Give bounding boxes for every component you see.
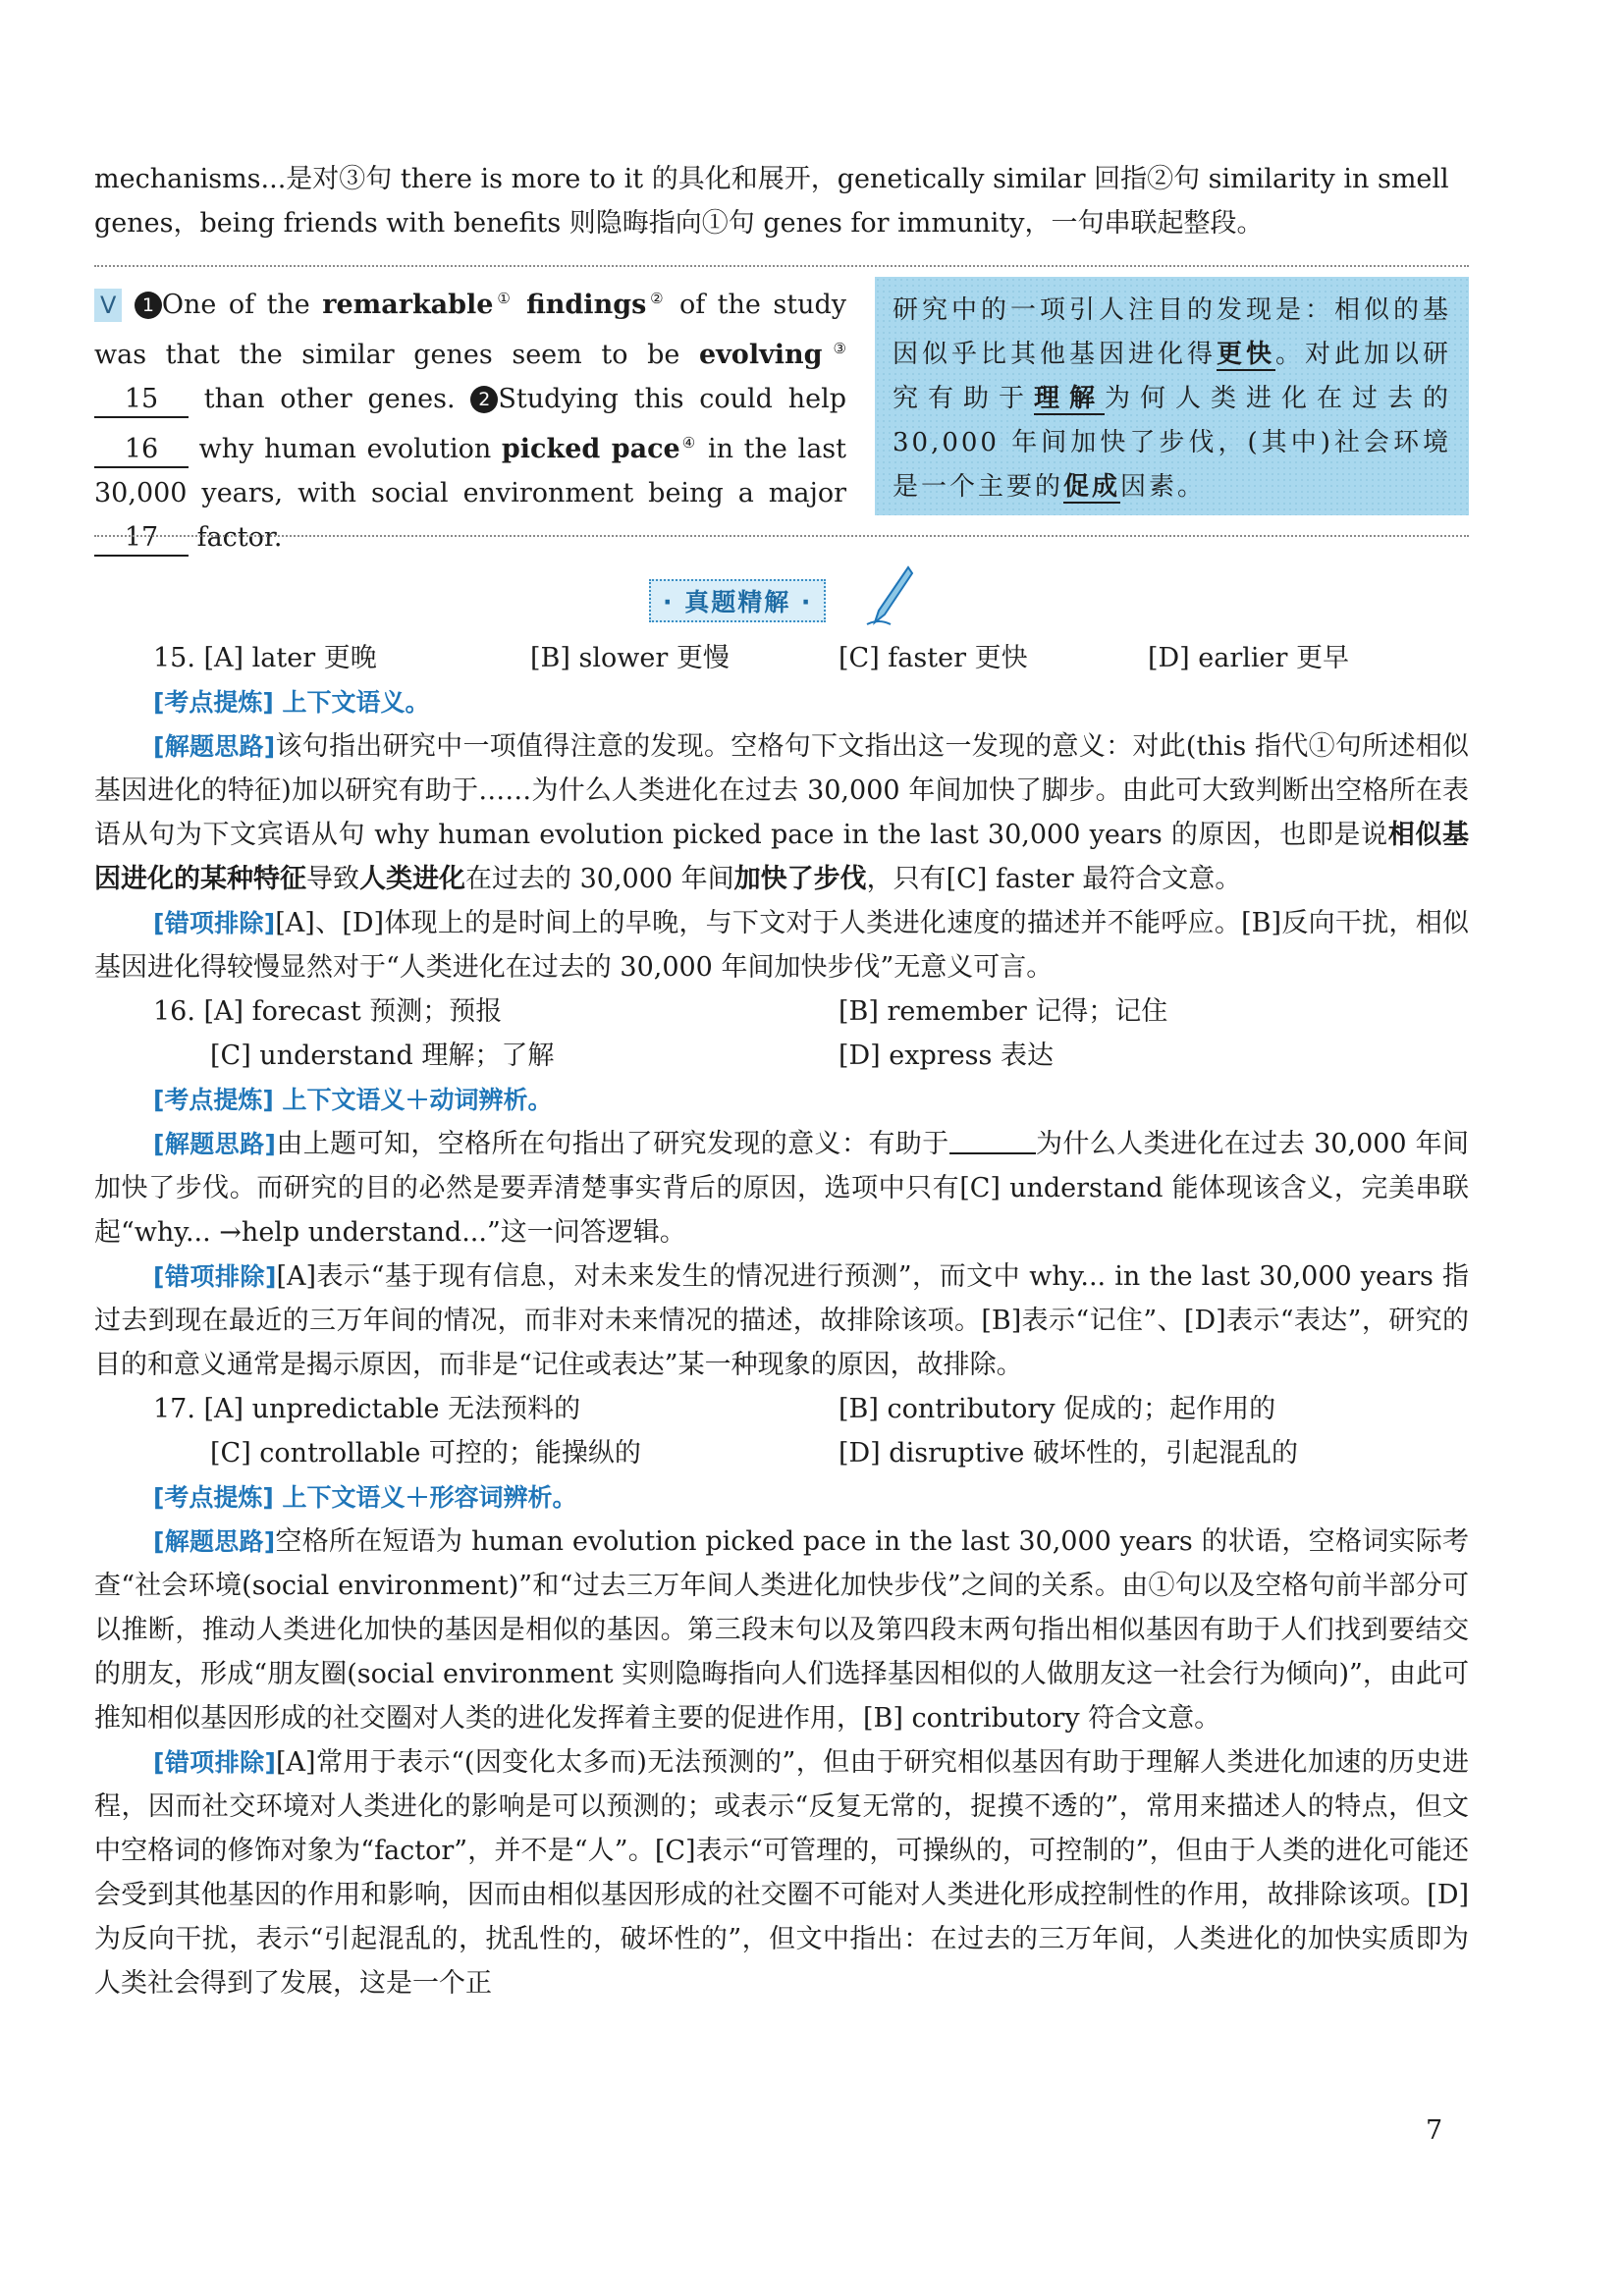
divider-top: [94, 265, 1469, 267]
section-banner: [649, 579, 826, 622]
q16-wrong-options: [错项排除][A]表示“基于现有信息，对未来发生的情况进行预测”，而文中 why... in the last 30,000 years 指过去到现在最近的三万年间的情况，而非对未来情况的描述，故排除该项。[B]表示“记住”、[D]表示“表达”，研究的目的和意义通常是揭示原因，而非是“记住或表达”某一种现象的原因，故排除。: [94, 1261, 1469, 1380]
q16-solution: [解题思路]由上题可知，空格所在句指出了研究发现的意义：有助于 为什么人类进化在过去 30,000 年间加快了步伐。而研究的目的必然是要弄清楚事实背后的原因，选项中只有[C] understand 能体现该含义，完美串联起“why... →help understand...”这一问答逻辑。: [94, 1122, 1469, 1255]
q15-options: [94, 636, 1469, 680]
explanations: [94, 636, 1469, 2005]
q17-option-b: [B] contributory 促成的；起作用的: [839, 1394, 1276, 1424]
q17-options-row-1: [94, 1387, 1469, 1431]
translation-box: 研究中的一项引人注目的发现是：相似的基因似乎比其他基因进化得更快。对此加以研究有助于理解为何人类进化在过去的 30,000 年间加快了步伐，(其中)社会环境是一个主要的促成因素。: [875, 277, 1469, 515]
banner-title: · 真题精解 ·: [649, 579, 826, 622]
q15-option-d: [D] earlier 更早: [1148, 643, 1350, 673]
q15-option-c: [C] faster 更快: [839, 643, 1028, 673]
q16-key-point: [考点提炼] 上下文语义＋动词辨析。: [153, 1086, 553, 1114]
q16-options-row-2: [94, 1034, 1469, 1078]
q16-inline-blank: [949, 1125, 1036, 1154]
highlight-contributory: 促成: [1063, 472, 1121, 502]
highlight-faster: 更快: [1216, 340, 1275, 369]
divider-bottom: [94, 535, 1469, 537]
q16-option-d: [D] express 表达: [839, 1041, 1054, 1071]
intro-line-2: genes，being friends with benefits 则隐晦指向①句 genes for immunity，一句串联起整段。: [94, 208, 1264, 239]
section-v-passage: [94, 277, 846, 560]
highlight-understand: 理解: [1034, 384, 1105, 413]
intro-paragraph: [94, 157, 1469, 245]
q15-key-point: [考点提炼] 上下文语义。: [153, 688, 430, 717]
pen-icon: [865, 565, 914, 628]
blank-17: 17: [94, 521, 189, 557]
sentence-1-marker: 1: [135, 292, 162, 319]
section-label: V: [94, 289, 122, 322]
q17-option-d: [D] disruptive 破坏性的，引起混乱的: [839, 1438, 1298, 1468]
q17-option-c: [C] controllable 可控的；能操纵的: [210, 1438, 641, 1468]
q17-key-point: [考点提炼] 上下文语义＋形容词辨析。: [153, 1483, 577, 1512]
q16-option-c: [C] understand 理解；了解: [210, 1041, 555, 1071]
q17-option-a: 17. [A] unpredictable 无法预料的: [153, 1394, 581, 1424]
q15-solution: [解题思路]该句指出研究中一项值得注意的发现。空格句下文指出这一发现的意义：对此(this 指代①句所述相似基因进化的特征)加以研究有助于……为什么人类进化在过去 30,000 年间加快了脚步。由此可大致判断出空格所在表语从句为下文宾语从句 why human evolution picked pace in the last 30,000 years 的原因，也即是说相似基因进化的某种特征导致人类进化在过去的 30,000 年间加快了步伐，只有[C] faster 最符合文意。: [94, 731, 1470, 894]
q17-solution: [解题思路]空格所在短语为 human evolution picked pace in the last 30,000 years 的状语，空格词实际考查“社会环境(social environment)”和“过去三万年间人类进化加快步伐”之间的关系。由①句以及空格句前半部分可以推断，推动人类进化加快的基因是相似的基因。第三段末句以及第四段末两句指出相似基因有助于人们找到要结交的朋友，形成“朋友圈(social environment 实则隐晦指向人们选择基因相似的人做朋友这一社会行为倾向)”，由此可推知相似基因形成的社交圈对人类的进化发挥着主要的促进作用，[B] contributory 符合文意。: [94, 1526, 1469, 1734]
intro-line-1: mechanisms...是对③句 there is more to it 的具化和展开，genetically similar 回指②句 similarity in smell: [94, 164, 1449, 194]
q16-option-a: 16. [A] forecast 预测；预报: [153, 996, 503, 1027]
page-number: 7: [1426, 2115, 1443, 2146]
q17-wrong-options: [错项排除][A]常用于表示“(因变化太多而)无法预测的”，但由于研究相似基因有助于理解人类进化加速的历史进程，因而社交环境对人类进化的影响是可以预测的；或表示“反复无常的，捉摸不透的”，常用来描述人的特点，但文中空格词的修饰对象为“factor”，并不是“人”。[C]表示“可管理的，可操纵的，可控制的”，但由于人类的进化可能还会受到其他基因的作用和影响，因而由相似基因形成的社交圈不可能对人类进化形成控制性的作用，故排除该项。[D]为反向干扰，表示“引起混乱的，扰乱性的，破坏性的”，但文中指出：在过去的三万年间，人类进化的加快实质即为人类社会得到了发展，这是一个正: [94, 1747, 1469, 1999]
q15-option-a: 15. [A] later 更晚: [153, 643, 377, 673]
passage-text: V 1 One of the remarkable① findings② of the study was that the similar genes seem to be evolving③ 15 than other genes. 2 Studying this could help 16 why human evolution picked pace④ in the last 30,000 years, with social environment being a major 17 factor.: [94, 277, 846, 560]
q17-options-row-2: [94, 1431, 1469, 1475]
blank-15: 15: [94, 383, 189, 418]
blank-16: 16: [94, 433, 189, 468]
q15-option-b: [B] slower 更慢: [530, 643, 730, 673]
q16-options-row-1: [94, 989, 1469, 1034]
q16-option-b: [B] remember 记得；记住: [839, 996, 1168, 1027]
sentence-2-marker: 2: [470, 386, 498, 413]
q15-wrong-options: [错项排除][A]、[D]体现上的是时间上的早晚，与下文对于人类进化速度的描述并不能呼应。[B]反向干扰，相似基因进化得较慢显然对于“人类进化在过去的 30,000 年间加快步伐”无意义可言。: [94, 908, 1469, 983]
